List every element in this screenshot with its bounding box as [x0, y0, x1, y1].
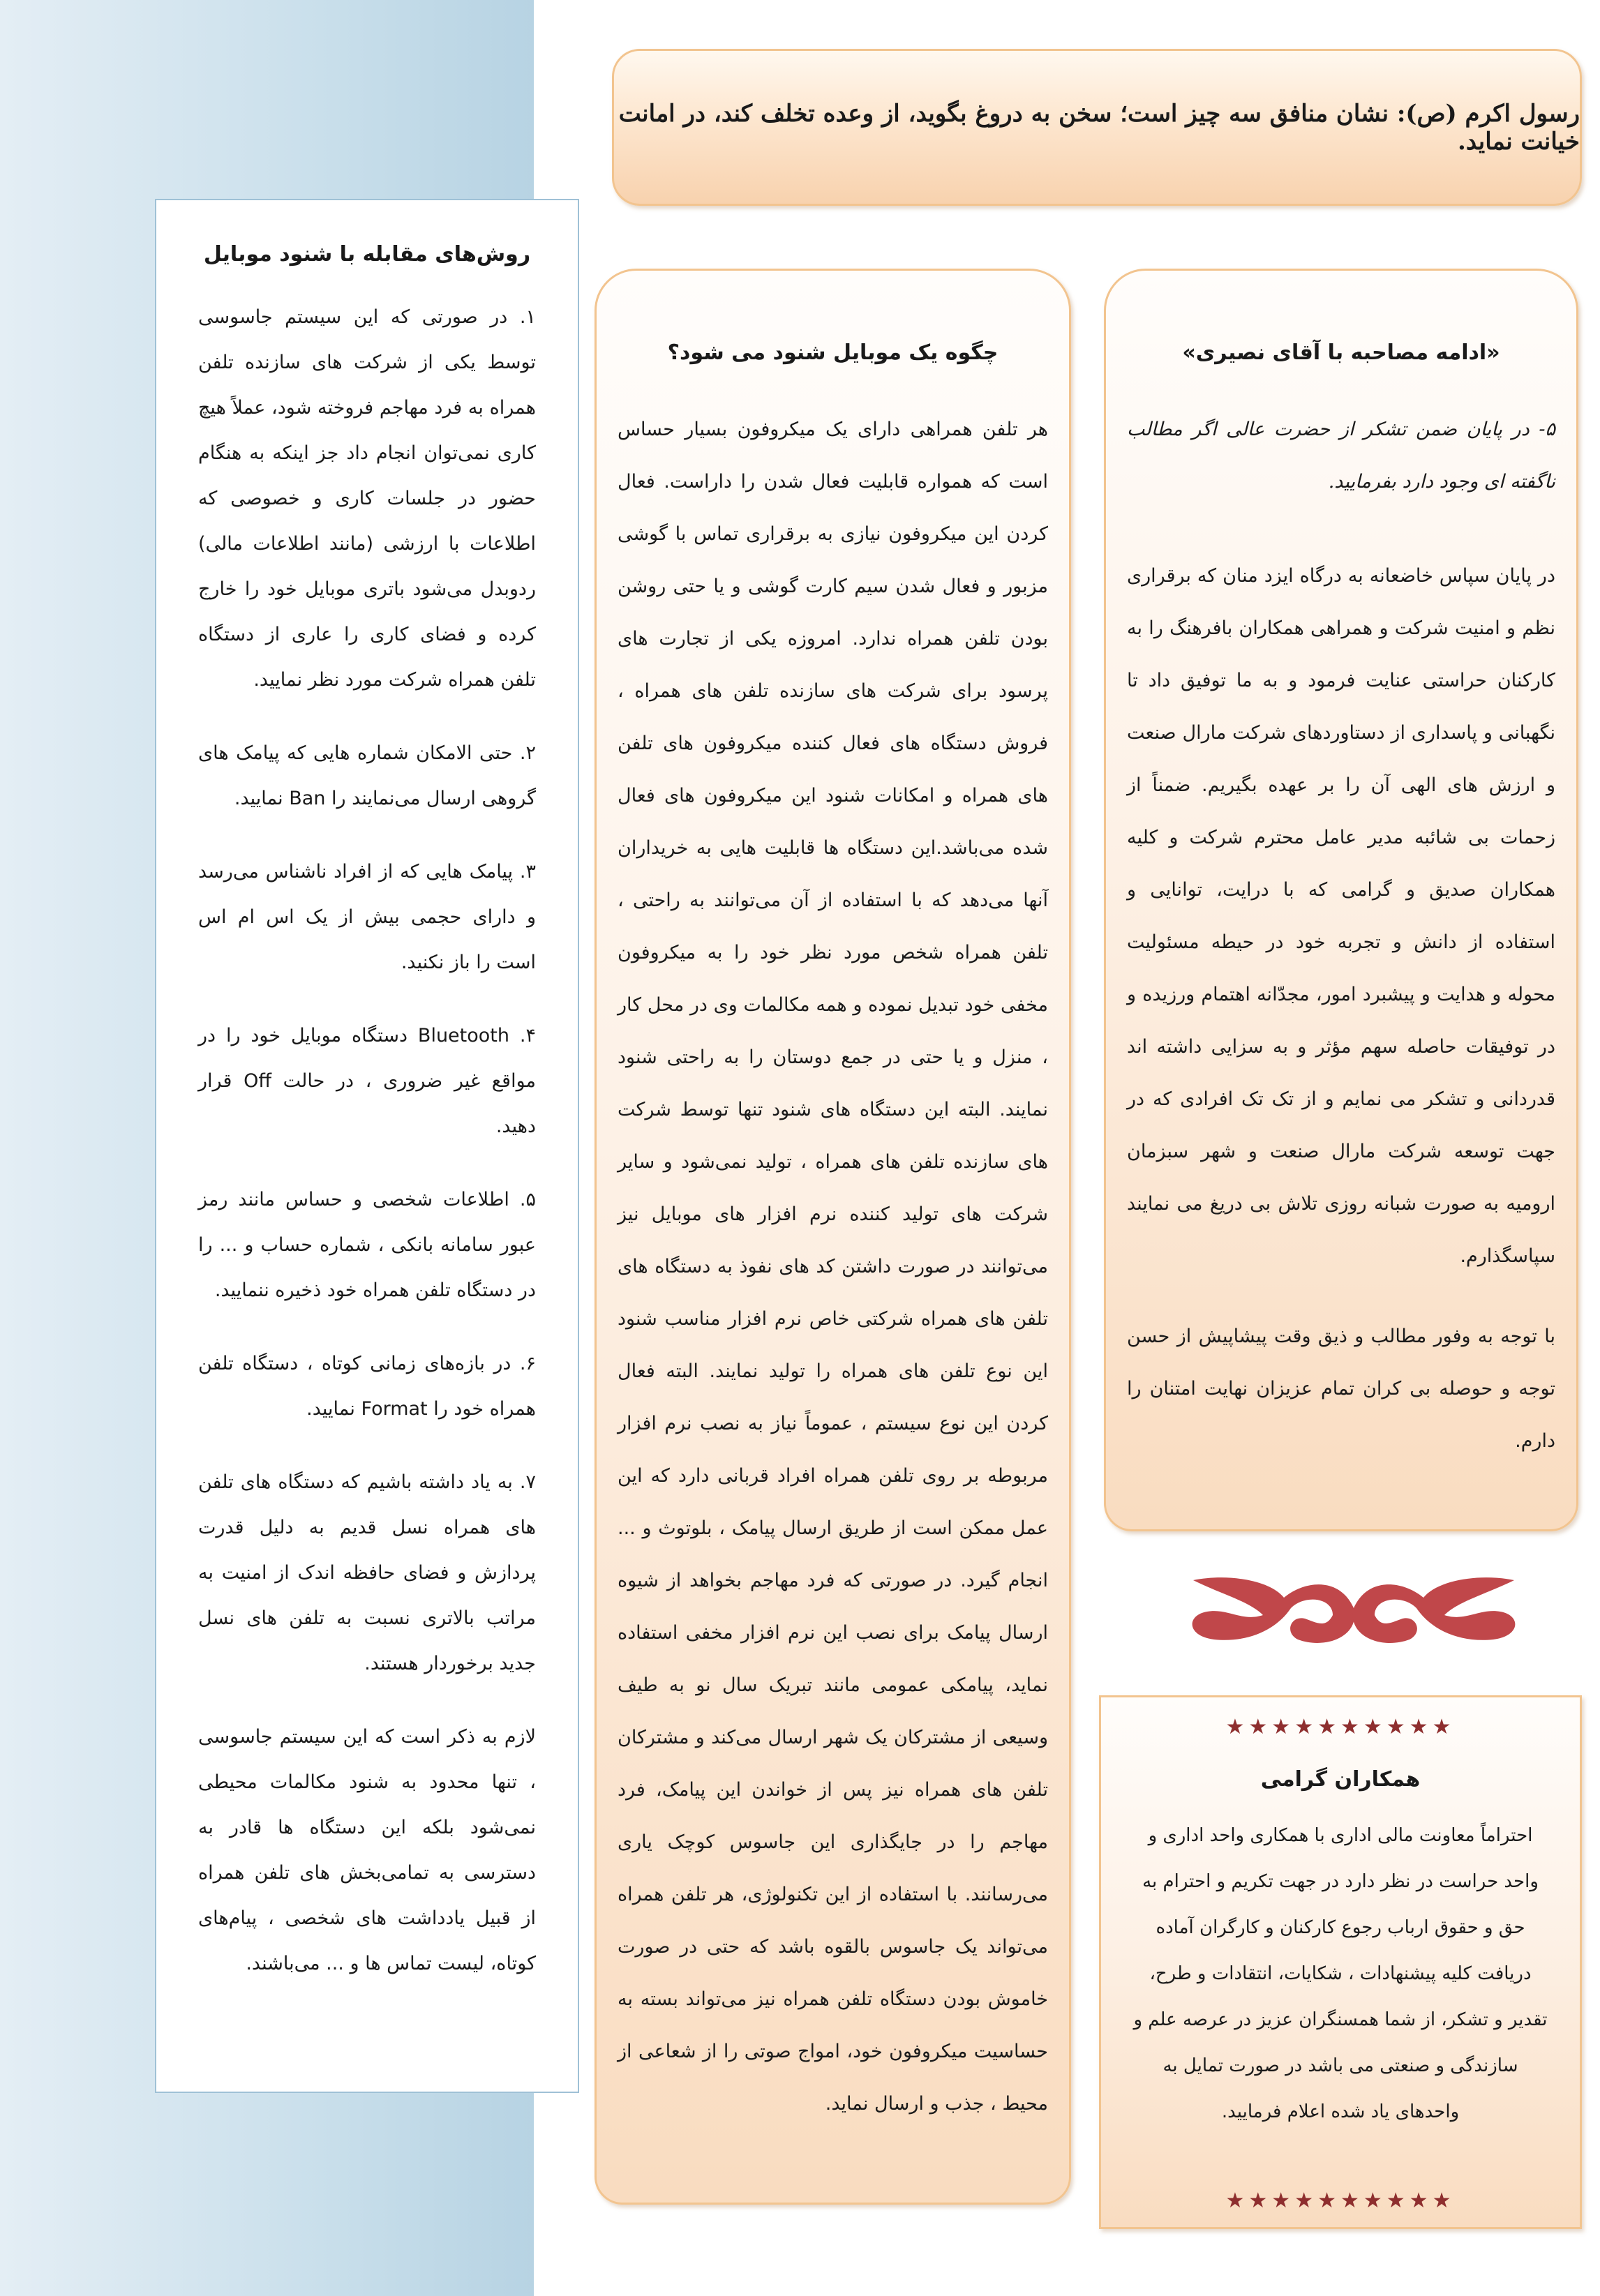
list-item: ۴. Bluetooth دستگاه موبایل خود را در مواقع غیر ضروری ، در حالت Off قرار دهید. [198, 1025, 536, 1137]
list-item: ۳. پیامک هایی که از افراد ناشناس می‌رسد و دارای حجمی بیش از یک اس ام اس است را باز نکنید. [198, 861, 536, 973]
stars-bottom: ★★★★★★★★★★ [1225, 2189, 1456, 2213]
stars-top: ★★★★★★★★★★ [1225, 1715, 1456, 1739]
list-item: ۵. اطلاعات شخصی و حساس مانند رمز عبور سامانه بانکی ، شماره حساب و ... را در دستگاه تلفن همراه خود ذخیره ننمایید. [198, 1189, 536, 1301]
countermeasures-column [155, 199, 579, 2093]
list-item: ۷. به یاد داشته باشیم که دستگاه های تلفن های همراه نسل قدیم به دلیل قدرت پردازش و فضای حافظه اندک از امنیت به مراتب بالاتری نسبت به تلفن های نسل جدید برخوردار هستند. [198, 1471, 536, 1674]
countermeasures-title: روش‌های مقابله با شنود موبایل [203, 242, 531, 267]
list-item: ۶. در بازه‌های زمانی کوتاه ، دستگاه تلفن همراه خود را Format نمایید. [198, 1353, 536, 1420]
hadith-banner [612, 49, 1582, 206]
interview-question: ۵- در پایان ضمن تشکر از حضرت عالی اگر مطالب ناگفته ای وجود دارد بفرمایید. [1127, 419, 1555, 493]
notice-body: احتراماً معاونت مالی اداری با همکاری واحد اداری و واحد حراست در نظر دارد در جهت تکریم و احترام به حق و حقوق ارباب رجوع کارکنان و کارگران آماده دریافت کلیه پیشنهادات ، شکایات، انتقادات و طرح، تقدیر و تشکر، از شما همسنگران عزیز در عرصه علم و سازندگی و صنعتی می باشد در صورت تمایل به واحدهای یاد شده اعلام فرمایید. [1133, 1825, 1548, 2122]
interview-answer: در پایان سپاس خاضعانه به درگاه ایزد منان که برقراری نظم و امنیت شرکت و همراهی همکاران بافرهنگ را به کارکنان حراستی عنایت فرمود و به ما توفیق داد تا نگهبانی و پاسداری از دستاوردهای شرکت مارال صنعت و ارزش های الهی آن را بر عهده بگیریم. ضمناً از زحمات بی شائبه مدیر عامل محترم شرکت و کلیه همکاران صدیق و گرامی که با درایت، توانایی و استفاده از دانش و تجربه خود در حیطه مسئولیت محوله و هدایت و پیشبرد امور، مجدّانه اهتمام ورزیده و در توفیقات حاصله سهم مؤثر و به سزایی داشته اند قدردانی و تشکر می نمایم و از تک تک افرادی که در جهت توسعه شرکت مارال صنعت و شهر سبزمان ارومیه به صورت شبانه روزی تلاش بی دریغ می نمایند سپاسگذارم. [1127, 565, 1555, 1267]
middle-title: چگوه یک موبایل شنود می شود؟ [667, 340, 999, 365]
notice-title: همکاران گرامی [1260, 1767, 1421, 1792]
list-item: ۱. در صورتی که این سیستم جاسوسی توسط یکی از شرکت های سازنده تلفن همراه به فرد مهاجم فروخته شود، عملاً هیچ کاری نمی‌توان انجام داد جز اینکه به هنگام حضور در جلسات کاری و خصوصی که اطلاعات با ارزشی (مانند اطلاعات مالی) ردوبدل می‌شود باتری موبایل خود را خارج کرده و فضای کاری را عاری از دستگاه تلفن همراه شرکت مورد نظر نمایید. [198, 306, 536, 691]
colleagues-notice-box [1099, 1695, 1582, 2229]
how-phones-are-tapped-column [595, 269, 1071, 2205]
list-item: ۲. حتی الامکان شماره هایی که پیامک های گروهی ارسال می‌نمایند را Ban نمایید. [198, 742, 536, 809]
interview-answer-closing: با توجه به وفور مطالب و ذیق وقت پیشاپیش از حسن توجه و حوصله بی کران تمام عزیزان نهایت امتنان را دارم. [1127, 1326, 1555, 1452]
note-paragraph: لازم به ذکر است که این سیستم جاسوسی ، تنها محدود به شنود مکالمات محیطی نمی‌شود بلکه این دستگاه ها قادر به دسترسی به تمامی‌بخش های تلفن همراه از قبیل یادداشت های شخصی ، پیام‌های کوتاه، لیست تماس ها و ... می‌باشند. [198, 1726, 536, 1974]
interview-title: «ادامه مصاحبه با آقای نصیری» [1182, 340, 1500, 365]
middle-body: هر تلفن همراهی دارای یک میکروفون بسیار حساس است که همواره قابلیت فعال شدن را داراست. فعال کردن این میکروفون نیازی به برقراری تماس با گوشی مزبور و فعال شدن سیم کارت گوشی و یا حتی روشن بودن تلفن همراه ندارد. امروزه یکی از تجارت های پرسود برای شرکت های سازنده تلفن های همراه ، فروش دستگاه های فعال کننده میکروفون های تلفن های همراه و امکانات شنود این میکروفون های فعال شده می‌باشد.این دستگاه ها قابلیت هایی به خریداران آنها می‌دهد که با استفاده از آن می‌توانند به راحتی ، تلفن همراه شخص مورد نظر خود را به میکروفون مخفی خود تبدیل نموده و همه مکالمات وی در محل کار ، منزل و یا حتی در جمع دوستان را به راحتی شنود نمایند. البته این دستگاه های شنود تنها توسط شرکت های سازنده تلفن های همراه ، تولید نمی‌شود و سایر شرکت های تولید کننده نرم افزار های موبایل نیز می‌توانند در صورت داشتن کد های نفوذ به دستگاه های تلفن های همراه شرکتی خاص نرم افزار مناسب شنود این نوع تلفن های همراه را تولید نمایند. البته فعال کردن این نوع سیستم ، عموماً نیاز به نصب نرم افزار مربوطه بر روی تلفن همراه افراد قربانی دارد که این عمل ممکن است از طریق ارسال پیامک ، بلوتوث و ... انجام گیرد. در صورتی که فرد مهاجم بخواهد از شیوه ارسال پیامک برای نصب این نرم افزار مخفی استفاده نماید، پیامکی عمومی مانند تبریک سال نو به طیف وسیعی از مشترکان یک شهر ارسال می‌کند و مشترکان تلفن های همراه نیز پس از خواندن این پیامک، فرد مهاجم را در جایگذاری این جاسوس کوچک یاری می‌رسانند. با استفاده از این تکنولوژی، هر تلفن همراه می‌تواند یک جاسوس بالقوه باشد که حتی در صورت خاموش بودن دستگاه تلفن همراه نیز می‌تواند بسته به حساسیت میکروفون خود، امواج صوتی را از شعاعی از محیط ، جذب و ارسال نماید. [618, 419, 1048, 2115]
interview-column [1104, 269, 1578, 1531]
ornament-icon [1165, 1566, 1542, 1653]
hadith-quote: رسول اکرم (ص): نشان منافق سه چیز است؛ سخن به دروغ بگوید، از وعده تخلف کند، در امانت خیانت نماید. [618, 99, 1580, 156]
